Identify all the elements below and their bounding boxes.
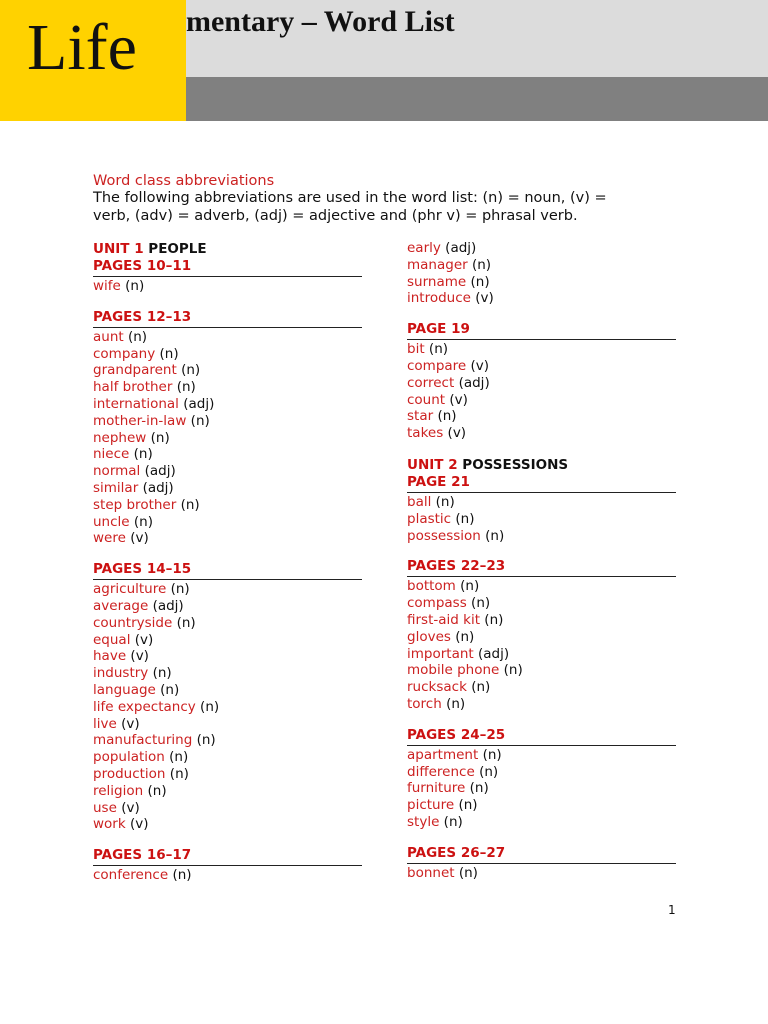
entry-word: work bbox=[93, 816, 126, 833]
word-entry bbox=[93, 396, 362, 413]
word-entry bbox=[93, 329, 362, 346]
word-entry bbox=[407, 494, 676, 511]
entry-word-class: (n) bbox=[152, 665, 172, 682]
entry-word-class: (n) bbox=[180, 496, 200, 513]
entry-word-class: (v) bbox=[475, 290, 494, 307]
entry-word: compass bbox=[407, 595, 467, 612]
entry-word-class: (n) bbox=[133, 513, 153, 530]
entry-word-class: (n) bbox=[471, 679, 491, 696]
entry-word: company bbox=[93, 345, 156, 362]
entry-word-class: (n) bbox=[485, 527, 505, 544]
entry-word-class: (n) bbox=[190, 412, 210, 429]
word-entry bbox=[93, 766, 362, 783]
entry-word-class: (n) bbox=[482, 746, 502, 763]
word-entry bbox=[407, 408, 676, 425]
entry-word: compare bbox=[407, 357, 467, 374]
section-heading: PAGES 16–17 bbox=[93, 847, 362, 866]
word-entry bbox=[93, 497, 362, 514]
entry-word-class: (n) bbox=[455, 628, 475, 645]
entry-word-class: (n) bbox=[181, 362, 201, 379]
entry-word-class: (n) bbox=[458, 797, 478, 814]
entry-word-class: (v) bbox=[121, 715, 140, 732]
entry-word: gloves bbox=[407, 628, 451, 645]
section-heading: PAGES 26–27 bbox=[407, 845, 676, 864]
word-entry bbox=[93, 648, 362, 665]
word-entry bbox=[93, 783, 362, 800]
word-entry bbox=[93, 446, 362, 463]
unit-number: UNIT 1 bbox=[93, 241, 144, 257]
entry-word: torch bbox=[407, 695, 442, 712]
entry-word-class: (n) bbox=[484, 611, 504, 628]
entry-word: live bbox=[93, 715, 117, 732]
entry-word: possession bbox=[407, 527, 481, 544]
entry-word: aunt bbox=[93, 328, 124, 345]
entry-word: were bbox=[93, 530, 126, 547]
word-entry bbox=[407, 341, 676, 358]
entry-word: use bbox=[93, 799, 117, 816]
entry-word: average bbox=[93, 597, 149, 614]
entry-word-class: (n) bbox=[176, 614, 196, 631]
section-heading: PAGES 10–11 bbox=[93, 258, 362, 277]
entry-word-class: (n) bbox=[428, 341, 449, 358]
entry-word-class: (adj) bbox=[144, 463, 176, 480]
entry-word: normal bbox=[93, 463, 141, 480]
entry-word-class: (v) bbox=[447, 425, 467, 442]
word-entry bbox=[407, 764, 676, 781]
section-heading: PAGE 21 bbox=[407, 474, 676, 493]
page-number: 1 bbox=[668, 903, 676, 917]
word-entry bbox=[407, 375, 676, 392]
word-entry bbox=[93, 413, 362, 430]
entry-word: apartment bbox=[407, 746, 479, 763]
word-entry bbox=[407, 629, 676, 646]
entry-word-class: (adj) bbox=[458, 374, 490, 391]
entry-word-class: (v) bbox=[449, 391, 468, 408]
abbreviations-line-2: verb, (adv) = adverb, (adj) = adjective and (phr v) = phrasal verb. bbox=[93, 208, 578, 224]
word-entry bbox=[93, 867, 362, 884]
entry-word-class: (n) bbox=[479, 763, 499, 780]
entry-word-class: (adj) bbox=[152, 597, 184, 614]
entry-word: furniture bbox=[407, 780, 466, 797]
entry-word-class: (v) bbox=[130, 530, 149, 547]
entry-word: bit bbox=[407, 341, 425, 358]
entry-word: production bbox=[93, 765, 166, 782]
word-entry bbox=[407, 797, 676, 814]
logo-text: Life bbox=[27, 11, 137, 84]
entry-word-class: (n) bbox=[460, 578, 480, 595]
word-entry bbox=[407, 662, 676, 679]
entry-word-class: (n) bbox=[471, 256, 492, 273]
entry-word-class: (n) bbox=[446, 695, 466, 712]
section-heading: PAGES 24–25 bbox=[407, 727, 676, 746]
entry-word-class: (n) bbox=[435, 493, 455, 510]
entry-word-class: (adj) bbox=[478, 645, 510, 662]
section-heading: PAGES 14–15 bbox=[93, 561, 362, 580]
unit-heading bbox=[93, 240, 362, 258]
entry-word: bonnet bbox=[407, 864, 455, 881]
word-entry bbox=[93, 682, 362, 699]
right-lead-entries bbox=[407, 240, 676, 307]
entry-word: surname bbox=[407, 273, 467, 290]
entry-word: half brother bbox=[93, 379, 173, 396]
unit-heading bbox=[407, 456, 676, 474]
document-title: mentary – Word List bbox=[186, 5, 455, 38]
entry-word-class: (n) bbox=[455, 510, 475, 527]
entry-word: agriculture bbox=[93, 581, 167, 598]
word-entry bbox=[407, 595, 676, 612]
word-entry bbox=[407, 392, 676, 409]
entry-word: mother-in-law bbox=[93, 412, 187, 429]
unit-name: POSSESSIONS bbox=[462, 456, 569, 473]
left-column bbox=[93, 240, 362, 884]
word-entry bbox=[407, 257, 676, 274]
entry-word: rucksack bbox=[407, 679, 467, 696]
entry-word-class: (n) bbox=[147, 782, 167, 799]
word-entry bbox=[93, 581, 362, 598]
entry-word-class: (n) bbox=[176, 379, 196, 396]
right-column bbox=[407, 240, 676, 882]
word-entry bbox=[93, 278, 362, 295]
entry-word: grandparent bbox=[93, 362, 177, 379]
entry-word: similar bbox=[93, 479, 139, 496]
entry-word: important bbox=[407, 645, 474, 662]
word-entry bbox=[407, 240, 676, 257]
word-entry bbox=[93, 665, 362, 682]
word-entry bbox=[93, 598, 362, 615]
word-entry bbox=[93, 632, 362, 649]
entry-word: difference bbox=[407, 763, 475, 780]
abbreviations-heading: Word class abbreviations bbox=[93, 173, 275, 189]
word-entry bbox=[407, 358, 676, 375]
word-entry bbox=[93, 749, 362, 766]
entry-word-class: (v) bbox=[130, 648, 149, 665]
entry-word: manager bbox=[407, 256, 468, 273]
entry-word-class: (n) bbox=[159, 345, 179, 362]
word-entry bbox=[407, 679, 676, 696]
word-entry bbox=[407, 814, 676, 831]
entry-word: bottom bbox=[407, 578, 456, 595]
entry-word-class: (adj) bbox=[183, 395, 215, 412]
word-entry bbox=[407, 865, 676, 882]
word-entry bbox=[407, 528, 676, 545]
entry-word-class: (n) bbox=[133, 446, 153, 463]
word-entry bbox=[93, 514, 362, 531]
entry-word-class: (v) bbox=[121, 799, 140, 816]
word-entry bbox=[93, 615, 362, 632]
entry-word-class: (v) bbox=[134, 631, 154, 648]
entry-word: correct bbox=[407, 374, 455, 391]
word-entry bbox=[407, 511, 676, 528]
entry-word: manufacturing bbox=[93, 732, 193, 749]
entry-word-class: (n) bbox=[169, 765, 189, 782]
word-entry bbox=[93, 816, 362, 833]
entry-word-class: (n) bbox=[437, 408, 457, 425]
entry-word-class: (n) bbox=[443, 813, 463, 830]
word-entry bbox=[93, 379, 362, 396]
entry-word: mobile phone bbox=[407, 662, 500, 679]
entry-word-class: (n) bbox=[125, 278, 145, 294]
entry-word-class: (adj) bbox=[445, 240, 477, 256]
entry-word-class: (n) bbox=[196, 732, 216, 749]
word-entry bbox=[407, 274, 676, 291]
word-entry bbox=[93, 530, 362, 547]
entry-word: language bbox=[93, 681, 156, 698]
entry-word: uncle bbox=[93, 513, 130, 530]
life-logo bbox=[0, 0, 186, 121]
word-entry bbox=[407, 425, 676, 442]
left-sections bbox=[93, 258, 362, 884]
word-entry bbox=[93, 800, 362, 817]
word-entry bbox=[93, 480, 362, 497]
entry-word: style bbox=[407, 813, 440, 830]
unit-number: UNIT 2 bbox=[407, 456, 458, 473]
abbreviations-text bbox=[93, 189, 693, 225]
entry-word: life expectancy bbox=[93, 698, 196, 715]
word-entry bbox=[407, 578, 676, 595]
right-sections bbox=[407, 474, 676, 882]
entry-word: wife bbox=[93, 278, 121, 294]
word-entry bbox=[407, 696, 676, 713]
entry-word: religion bbox=[93, 782, 144, 799]
entry-word-class: (n) bbox=[469, 780, 489, 797]
section-heading: PAGE 19 bbox=[407, 321, 676, 340]
word-entry bbox=[93, 362, 362, 379]
entry-word: plastic bbox=[407, 510, 452, 527]
word-entry bbox=[407, 747, 676, 764]
entry-word: early bbox=[407, 240, 441, 256]
entry-word-class: (v) bbox=[470, 357, 490, 374]
entry-word: nephew bbox=[93, 429, 147, 446]
entry-word: international bbox=[93, 395, 179, 412]
word-entry bbox=[93, 732, 362, 749]
entry-word-class: (n) bbox=[503, 662, 523, 679]
entry-word: population bbox=[93, 749, 165, 766]
word-entry bbox=[93, 346, 362, 363]
entry-word: niece bbox=[93, 446, 130, 463]
word-entry bbox=[407, 646, 676, 663]
section-heading: PAGES 12–13 bbox=[93, 309, 362, 328]
entry-word-class: (adj) bbox=[142, 479, 174, 496]
entry-word-class: (n) bbox=[150, 429, 170, 446]
unit-name: PEOPLE bbox=[148, 241, 207, 257]
entry-word: takes bbox=[407, 425, 444, 442]
abbreviations-line-1: The following abbreviations are used in the word list: (n) = noun, (v) = bbox=[93, 190, 607, 206]
entry-word: industry bbox=[93, 665, 149, 682]
word-entry bbox=[93, 699, 362, 716]
word-entry bbox=[407, 290, 676, 307]
entry-word: picture bbox=[407, 797, 455, 814]
word-entry bbox=[93, 430, 362, 447]
word-entry bbox=[93, 716, 362, 733]
word-entry bbox=[407, 780, 676, 797]
entry-word: equal bbox=[93, 631, 131, 648]
entry-word-class: (n) bbox=[200, 698, 220, 715]
entry-word: star bbox=[407, 408, 434, 425]
entry-word: count bbox=[407, 391, 446, 408]
entry-word-class: (n) bbox=[169, 749, 189, 766]
entry-word: have bbox=[93, 648, 127, 665]
entry-word-class: (n) bbox=[127, 328, 148, 345]
entry-word: step brother bbox=[93, 496, 177, 513]
word-entry bbox=[407, 612, 676, 629]
entry-word-class: (n) bbox=[172, 867, 192, 884]
entry-word-class: (n) bbox=[458, 864, 478, 881]
entry-word: conference bbox=[93, 867, 169, 884]
entry-word: first-aid kit bbox=[407, 611, 480, 628]
entry-word-class: (n) bbox=[471, 595, 491, 612]
entry-word-class: (n) bbox=[170, 581, 190, 598]
word-entry bbox=[93, 463, 362, 480]
entry-word: introduce bbox=[407, 290, 471, 307]
entry-word: ball bbox=[407, 493, 432, 510]
page-19-section bbox=[407, 321, 676, 442]
entry-word-class: (n) bbox=[470, 273, 490, 290]
section-heading: PAGES 22–23 bbox=[407, 558, 676, 577]
entry-word-class: (v) bbox=[129, 816, 149, 833]
entry-word-class: (n) bbox=[160, 681, 180, 698]
entry-word: countryside bbox=[93, 614, 173, 631]
